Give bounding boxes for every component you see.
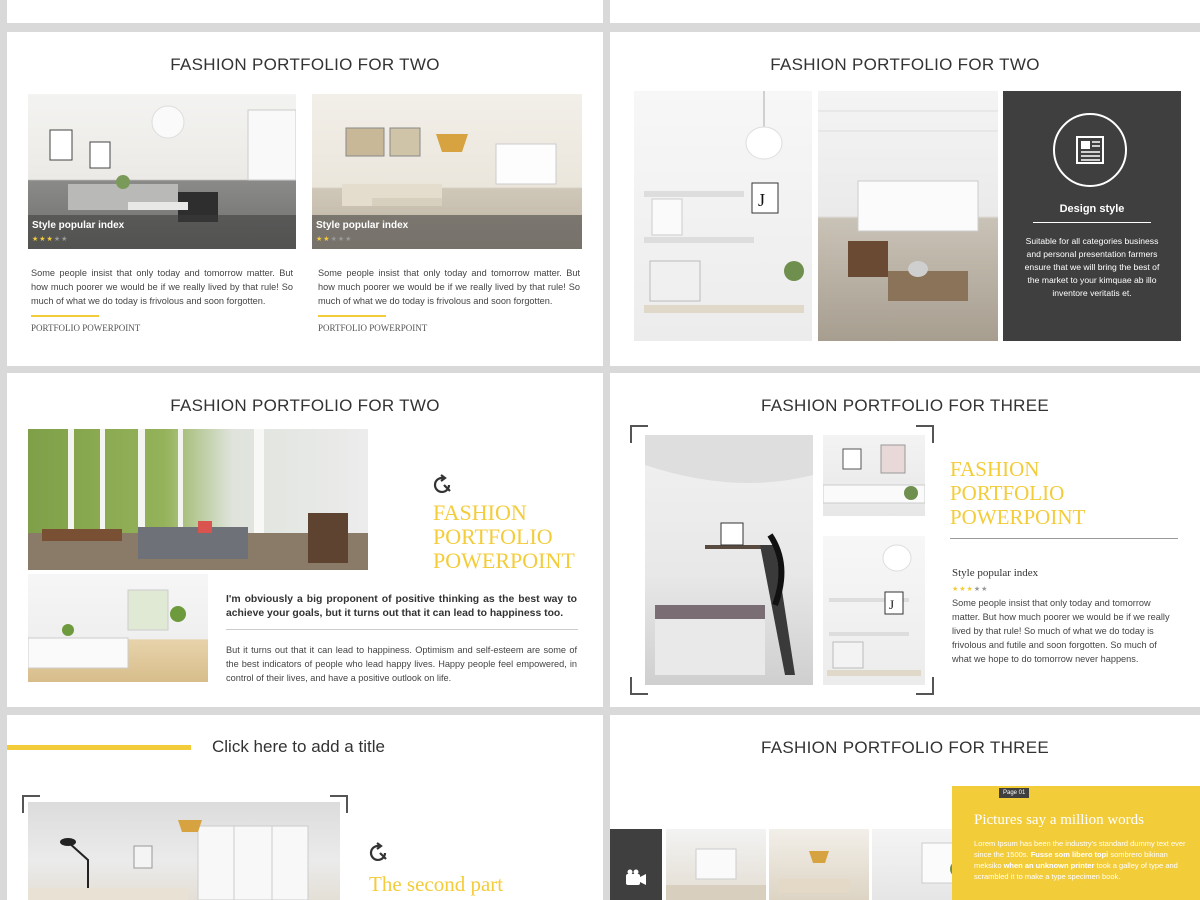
headline-line: POWERPOINT — [950, 505, 1086, 529]
kitchen-photo — [28, 574, 208, 682]
slide-fashion-three-gallery[interactable] — [610, 715, 1200, 900]
card-label: PORTFOLIO POWERPOINT — [318, 323, 428, 333]
box-text-bold: Fusse som libero topi — [1030, 850, 1109, 859]
yellow-divider — [31, 315, 99, 317]
box-text-part: sombrero bikinan meksiko — [974, 850, 1168, 870]
box-text-part: Lorem Ipsum has been the industry's standard dummy text ever since the 1500s. — [974, 839, 1186, 859]
accent-bar — [7, 745, 191, 750]
panel-divider — [1033, 222, 1151, 223]
white-shelf-photo — [634, 91, 812, 341]
box-text-bold: when an unknown printer — [1003, 861, 1095, 870]
svg-text:J: J — [889, 597, 895, 612]
box-text — [974, 838, 1188, 882]
previous-slide-left-fragment — [7, 0, 603, 23]
yellow-divider — [318, 315, 386, 317]
headline-line: POWERPOINT — [433, 548, 575, 573]
rating-stars: ★★★★★ — [316, 236, 353, 243]
slide-fashion-two-design-style[interactable] — [610, 32, 1200, 366]
slide-title: FASHION PORTFOLIO FOR THREE — [760, 396, 1049, 415]
card-label: PORTFOLIO POWERPOINT — [31, 323, 141, 333]
previous-slide-right-fragment — [610, 0, 1200, 23]
refresh-arrow-icon — [367, 841, 391, 865]
bold-quote: I'm obviously a big proponent of positive thinking as the best way to achieve your goals, but it turns out that it can lead to happiness too. — [226, 594, 577, 619]
gallery-photo — [769, 829, 869, 900]
body-text: But it turns out that it can lead to happiness. Optimism and self-esteem are some of the best indicators of people who lead happy lives. Happy people feel empowered, in control of their lives, and have a positive outlook on life. — [226, 645, 577, 683]
yellow-info-box — [952, 786, 1200, 900]
page-tag: Page 01 — [999, 788, 1029, 798]
living-room-photo — [312, 94, 582, 249]
camera-icon — [625, 869, 647, 887]
box-text-part: took a galley of type and scrambled it to make a type specimen book. — [974, 861, 1178, 881]
slide-title-placeholder[interactable]: Click here to add a title — [212, 737, 385, 756]
card-caption: Style popular index — [32, 220, 125, 231]
photo-caption-bar — [312, 215, 582, 249]
gallery-photo — [666, 829, 766, 900]
kitchen-lounge-photo — [818, 91, 998, 341]
slide-fashion-two-headline[interactable] — [7, 373, 603, 707]
slide-title: FASHION PORTFOLIO FOR THREE — [760, 738, 1049, 757]
headline — [950, 457, 1085, 529]
rating-stars: ★★★★★ — [952, 586, 989, 593]
headline — [433, 501, 575, 573]
subheading: The second part — [369, 872, 504, 896]
slide-title: FASHION PORTFOLIO FOR TWO — [770, 55, 1040, 74]
refresh-arrow-icon — [431, 473, 455, 497]
headline-line: PORTFOLIO — [433, 524, 553, 549]
text-divider — [226, 629, 578, 630]
headline-line: FASHION — [433, 500, 527, 525]
slide-title: FASHION PORTFOLIO FOR TWO — [170, 396, 440, 415]
box-heading: Pictures say a million words — [974, 812, 1144, 828]
living-room-photo — [28, 94, 296, 249]
card-text: Some people insist that only today and tomorrow matter. But how much poorer we would be if we really lived by that rule! So much of what we do today is frivolous and soon forgotten. — [318, 268, 580, 306]
newspaper-icon — [1053, 113, 1127, 187]
birch-wallpaper-photo — [28, 429, 368, 570]
hallway-photo — [823, 435, 925, 516]
panel-text: Suitable for all categories business and personal presentation farmers ensure that we will bring the best of the market to your kimquae ab illo inventore veritatis et. — [1024, 236, 1160, 298]
headline-line: PORTFOLIO — [950, 481, 1065, 505]
bedroom-photo — [645, 435, 813, 685]
card-caption: Style popular index — [316, 220, 409, 231]
subheading: Style popular index — [952, 567, 1039, 579]
slide-add-title[interactable] — [7, 715, 603, 900]
headline-divider — [950, 538, 1178, 539]
photo-caption-bar — [28, 215, 296, 249]
shelf-detail-photo — [823, 536, 925, 685]
slide-title: FASHION PORTFOLIO FOR TWO — [170, 55, 440, 74]
slide-fashion-three-headline[interactable] — [610, 373, 1200, 707]
rating-stars: ★★★★★ — [32, 236, 69, 243]
bay-window-room-photo — [28, 802, 340, 900]
panel-heading: Design style — [1059, 203, 1125, 215]
slide-fashion-two-cards[interactable] — [7, 32, 603, 366]
card-text: Some people insist that only today and tomorrow matter. But how much poorer we would be if we really lived by that rule! So much of what we do today is frivolous and soon forgotten. — [31, 268, 293, 306]
headline-line: FASHION — [950, 457, 1040, 481]
svg-text:J: J — [758, 190, 766, 210]
camera-tile — [610, 829, 662, 900]
body-text: Some people insist that only today and tomorrow matter. But how much poorer we would be if we really lived by that rule! So much of what we do today is frivolous and futile and soon forgotten. So much of what we hope to do tomorrow never happens. — [952, 598, 1170, 664]
design-style-panel — [1003, 91, 1181, 341]
